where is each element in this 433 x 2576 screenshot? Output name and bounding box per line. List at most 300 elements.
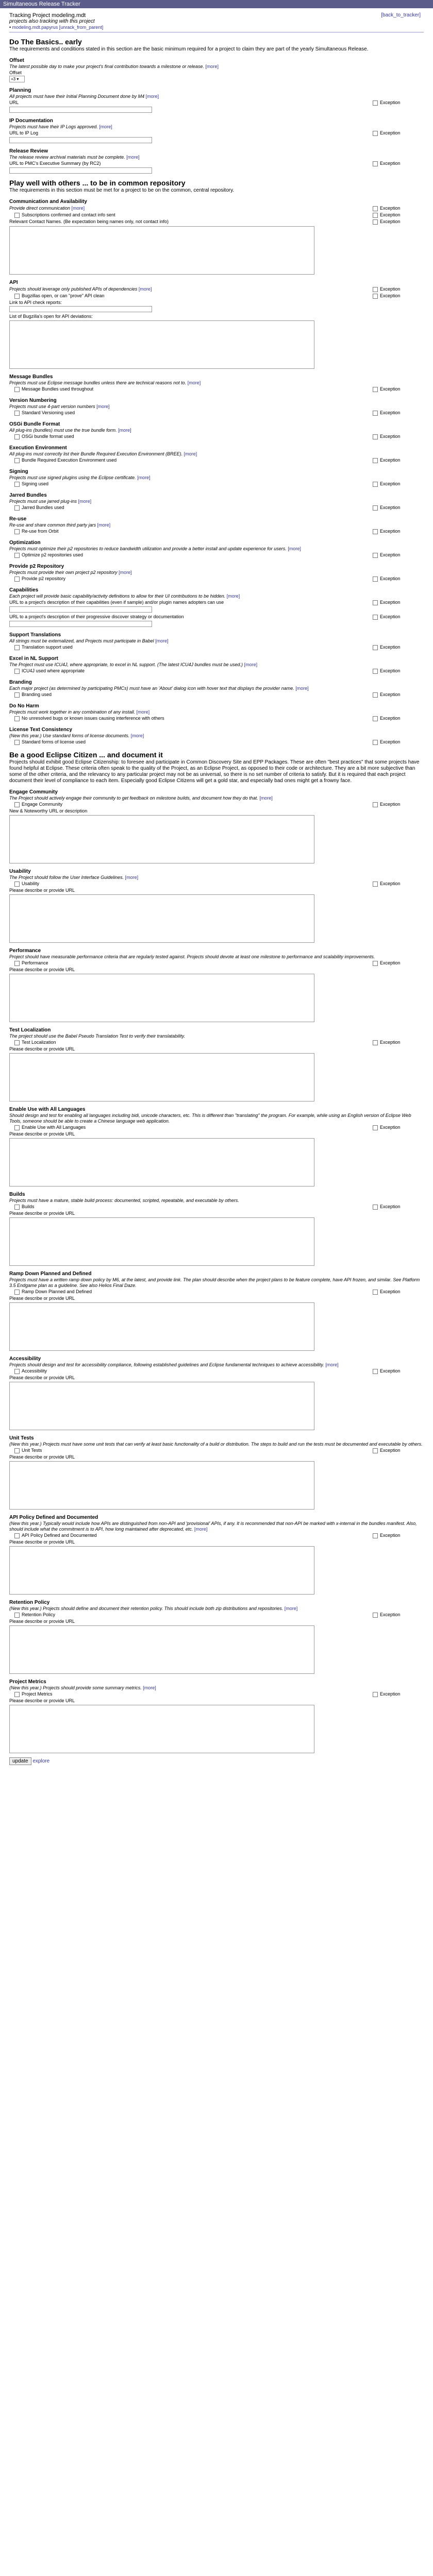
ip-log-url-input[interactable]	[9, 137, 152, 143]
exception-toggle[interactable]: Exception	[373, 1289, 401, 1295]
citizen-criterion	[9, 1027, 424, 1101]
planning-item	[9, 88, 424, 113]
exception-toggle[interactable]: Exception	[373, 715, 401, 722]
citizen-check-label: Enable Use with All Languages	[22, 1125, 86, 1130]
exception-toggle[interactable]: Exception	[373, 410, 401, 416]
tracker-page	[9, 12, 424, 1765]
citizen-check-row	[9, 960, 424, 967]
exception-checkbox[interactable]	[373, 1369, 378, 1374]
exception-toggle[interactable]: Exception	[373, 739, 401, 745]
exception-toggle[interactable]: Exception	[373, 614, 401, 620]
exception-toggle[interactable]: Exception	[373, 130, 401, 137]
citizen-intro: Projects should exhibit good Eclipse Citizenship: to foresee and participate in Common Discovery Site and EPP Packages. These are often "best practices" that some projects have found helpful at Eclipse. These criteria often speak to the quality of the Project, as an Eclipse Project, as opposed to their code or architecture. They are a bit more subjective than some of the other criteria, and the relevancy to any particular project may not be as universal, so there is no set number of criteria to satisfy. But it is required that each project document their level of compliance to each item. Especially good Eclipse Citizens will get a gold star, and especially bad ones might get a frowny face.	[9, 759, 420, 784]
criterion-desc: All plug-ins must correctly list their Bundle Required Execution Environment (BREE). [more]	[9, 451, 197, 456]
citizen-check-label: Project Metrics	[22, 1691, 53, 1697]
page-title: Tracking Project modeling.mdt	[9, 12, 86, 19]
exception-toggle[interactable]: Exception	[373, 599, 401, 606]
exception-checkbox[interactable]	[373, 1205, 378, 1210]
exception-toggle[interactable]: Exception	[373, 286, 401, 293]
more-link[interactable]: [more]	[187, 380, 201, 385]
criterion-item	[9, 656, 424, 674]
more-link[interactable]: [more]	[194, 1527, 208, 1532]
criterion-title: Re-use	[9, 516, 27, 522]
release-review-title: Release Review	[9, 148, 48, 154]
criterion-check-label: Branding used	[22, 692, 52, 697]
citizen-field-label: Please describe or provide URL	[9, 1131, 75, 1137]
citizen-criterion-title: Engage Community	[9, 789, 58, 795]
api-bugzillas-label: List of Bugzilla's open for API deviations:	[9, 314, 93, 319]
planning-desc: All projects must have their Initial Planning Document done by M4 [more]	[9, 94, 159, 99]
more-link[interactable]: [more]	[284, 1606, 298, 1611]
exception-checkbox[interactable]	[373, 213, 378, 218]
criterion-checkbox[interactable]	[14, 434, 20, 439]
exception-checkbox[interactable]	[373, 600, 378, 605]
citizen-criterion-desc: Projects must have a mature, stable build process: documented, scripted, repeatable, and executable by others.	[9, 1198, 239, 1203]
more-link[interactable]: [more]	[97, 522, 111, 528]
citizen-criterion-desc: (New this year.) Projects should define and document their retention policy. This should include both zip distributions and repositories. [more]	[9, 1606, 298, 1611]
play-simple-items	[9, 374, 424, 582]
criterion-title: Jarred Bundles	[9, 493, 47, 498]
play-heading: Play well with others ... to be in common repository	[9, 179, 186, 187]
citizen-check-label: API Policy Defined and Documented	[22, 1533, 97, 1538]
api-clean-checkbox[interactable]	[14, 294, 20, 299]
criterion-title: Do No Harm	[9, 703, 39, 709]
citizen-field-textarea[interactable]	[9, 1382, 314, 1430]
exception-toggle[interactable]: Exception	[373, 212, 401, 218]
citizen-criterion-desc: The Project should follow the User Interface Guidelines. [more]	[9, 875, 139, 880]
criterion-item	[9, 564, 424, 582]
citizen-field-textarea[interactable]	[9, 1625, 314, 1674]
exception-checkbox[interactable]	[373, 740, 378, 745]
api-check-row	[9, 293, 424, 299]
release-review-desc: The release review archival materials must be complete. [more]	[9, 155, 140, 160]
exception-toggle[interactable]: Exception	[373, 1532, 401, 1539]
criterion-desc: Projects must optimize their p2 repositories to reduce bandwidth utilization and provide a better install and update experience for users. [more]	[9, 546, 301, 551]
citizen-criterion-desc: Projects should design and test for accessibility compliance, following established guidelines and Eclipse fundamental techniques to achieve accessibility. [more]	[9, 1362, 339, 1367]
citizen-criterion-desc: (New this year.) Projects must have some unit tests that can verify at least basic functionality of a build or distribution. The steps to build and run the tests must be documented and executable by others.	[9, 1442, 423, 1447]
criterion-check-row	[9, 691, 424, 698]
criterion-check-label: Message Bundles used throughout	[22, 386, 94, 392]
citizen-field-textarea[interactable]	[9, 894, 314, 943]
citizen-heading: Be a good Eclipse Citizen ... and document it	[9, 751, 163, 759]
criterion-checkbox[interactable]	[14, 482, 20, 487]
criterion-desc: Each major project (as determined by participating PMCs) must have an 'About' dialog icon with hover text that displays the provider name. [more]	[9, 686, 309, 691]
citizen-criterion-title: Test Localization	[9, 1027, 51, 1033]
criterion-item	[9, 727, 424, 745]
release-review-field-row	[9, 160, 424, 167]
criterion-check-label: Signing used	[22, 481, 49, 486]
criterion-check-row	[9, 481, 424, 487]
citizen-field-textarea[interactable]	[9, 1138, 314, 1187]
exception-toggle[interactable]: Exception	[373, 433, 401, 440]
play-simple-items-2	[9, 632, 424, 745]
exception-checkbox[interactable]	[373, 716, 378, 721]
explore-link[interactable]: explore	[32, 1758, 50, 1764]
exception-toggle[interactable]: Exception	[373, 205, 401, 212]
exception-toggle[interactable]: Exception	[373, 1039, 401, 1046]
offset-item	[9, 58, 424, 82]
exception-toggle[interactable]: Exception	[373, 99, 401, 106]
planning-title: Planning	[9, 88, 31, 93]
citizen-checkbox[interactable]	[14, 1125, 20, 1130]
criterion-item	[9, 421, 424, 440]
citizen-field-label: Please describe or provide URL	[9, 1539, 75, 1545]
criterion-checkbox[interactable]	[14, 505, 20, 511]
citizen-check-row	[9, 1447, 424, 1454]
criterion-item	[9, 398, 424, 416]
more-link[interactable]: [more]	[244, 662, 258, 667]
citizen-check-row	[9, 1124, 424, 1131]
criterion-check-row	[9, 739, 424, 745]
exception-checkbox[interactable]	[373, 294, 378, 299]
offset-title: Offset	[9, 58, 24, 63]
capabilities-field2-label: URL to a project's description of their progressive discover strategy or documentation	[9, 614, 184, 619]
criterion-desc: Projects must use Eclipse message bundles unless there are technical reasons not to. [more]	[9, 380, 201, 385]
exception-toggle[interactable]: Exception	[373, 504, 401, 511]
exception-checkbox[interactable]	[373, 411, 378, 416]
criterion-desc: (New this year.) Use standard forms of license documents. [more]	[9, 733, 144, 738]
citizen-check-label: Ramp Down Planned and Defined	[22, 1289, 92, 1294]
exception-checkbox[interactable]	[373, 219, 378, 225]
criterion-desc: Projects must use 4-part version numbers [more]	[9, 404, 110, 409]
api-reports-input[interactable]	[9, 306, 152, 312]
capabilities-field1-label: URL to a project's description of their capabilities (even if sample) and/or plugin names adopters can use	[9, 600, 224, 605]
citizen-criterion-title: API Policy Defined and Documented	[9, 1515, 98, 1520]
exception-toggle[interactable]: Exception	[373, 386, 401, 393]
citizen-field-label: Please describe or provide URL	[9, 1211, 75, 1216]
criterion-item	[9, 493, 424, 511]
criterion-check-row	[9, 504, 424, 511]
exception-checkbox[interactable]	[373, 505, 378, 511]
citizen-criterion-desc: Should design and test for enabling all languages including bidi, unicode characters, etc. This is different than "translating" the program. For example, while using an English version of Eclipse Web Tools, someone should be able to create a Chinese language web application.	[9, 1113, 411, 1124]
exception-toggle[interactable]: Exception	[373, 1204, 401, 1210]
citizen-criterion	[9, 1515, 424, 1595]
criterion-check-label: ICU4J used where appropriate	[22, 668, 85, 673]
more-link[interactable]: [more]	[71, 206, 85, 211]
criterion-desc: Re-use and share common third party jars [more]	[9, 522, 111, 528]
citizen-checkbox[interactable]	[14, 1040, 20, 1045]
more-link[interactable]: [more]	[205, 64, 219, 69]
planning-field-label: URL	[9, 100, 19, 105]
citizen-criterion	[9, 869, 424, 943]
criterion-desc: Projects must work together in any combination of any install. [more]	[9, 709, 150, 715]
capabilities-item	[9, 587, 424, 627]
exception-checkbox[interactable]	[373, 577, 378, 582]
more-link[interactable]: [more]	[126, 155, 140, 160]
citizen-criterion-title: Retention Policy	[9, 1600, 50, 1605]
citizen-check-row	[9, 1039, 424, 1046]
exception-toggle[interactable]: Exception	[373, 481, 401, 487]
back-to-tracker-link[interactable]: [back_to_tracker]	[381, 12, 421, 18]
api-desc: Projects should leverage only published APIs of dependencies [more]	[9, 286, 152, 292]
exception-toggle[interactable]: Exception	[373, 457, 401, 464]
criterion-checkbox[interactable]	[14, 387, 20, 392]
communication-desc-row	[9, 205, 424, 212]
citizen-check-row	[9, 880, 424, 887]
exception-toggle[interactable]: Exception	[373, 160, 401, 167]
exception-checkbox[interactable]	[373, 645, 378, 650]
capabilities-title: Capabilities	[9, 587, 39, 593]
exception-checkbox[interactable]	[373, 669, 378, 674]
exception-toggle[interactable]: Exception	[373, 1691, 401, 1698]
criterion-checkbox[interactable]	[14, 577, 20, 582]
criterion-check-row	[9, 668, 424, 674]
citizen-field-textarea[interactable]	[9, 1053, 314, 1101]
criterion-check-label: Translation support used	[22, 645, 73, 650]
more-link[interactable]: [more]	[184, 451, 197, 456]
release-review-field-label: URL to PMC's Executive Summary (by RC2)	[9, 161, 101, 166]
ip-field-label: URL to IP Log	[9, 130, 39, 135]
exception-checkbox[interactable]	[373, 131, 378, 136]
ip-desc: Projects must have their IP Logs approved. [more]	[9, 124, 112, 129]
exception-toggle[interactable]: Exception	[373, 691, 401, 698]
subscriptions-checkbox[interactable]	[14, 213, 20, 218]
ip-item	[9, 118, 424, 143]
citizen-checkbox[interactable]	[14, 961, 20, 966]
offset-select[interactable]: +3 ▾	[9, 76, 25, 82]
exception-checkbox[interactable]	[373, 802, 378, 807]
citizen-field-label: Please describe or provide URL	[9, 1619, 75, 1624]
exception-checkbox[interactable]	[373, 287, 378, 292]
exception-checkbox[interactable]	[373, 1125, 378, 1130]
exception-checkbox[interactable]	[373, 529, 378, 534]
citizen-check-row	[9, 1289, 424, 1295]
criterion-check-row	[9, 410, 424, 416]
api-clean-label: Bugzillas open, or can "prove" API clean	[22, 293, 105, 298]
exception-toggle[interactable]: Exception	[373, 528, 401, 535]
criterion-checkbox[interactable]	[14, 529, 20, 534]
basics-heading: Do The Basics.. early	[9, 38, 82, 46]
discovery-url-input[interactable]	[9, 621, 152, 627]
communication-item	[9, 199, 424, 275]
exception-checkbox[interactable]	[373, 692, 378, 698]
citizen-items	[9, 789, 424, 1753]
citizen-criterion-desc: (New this year.) Typically would include how APIs are distinguished from non-API and 'provisional' APIs, if any. It is recommended that non-API be marked with x-internal in the bundles manifest. Also, should include what the commitment is to API, how long maintained after deprecated, etc. [more]	[9, 1521, 417, 1532]
criterion-checkbox[interactable]	[14, 716, 20, 721]
exception-toggle[interactable]: Exception	[373, 1447, 401, 1454]
criterion-check-label: Provide p2 repository	[22, 576, 66, 581]
more-link[interactable]: [more]	[226, 594, 240, 599]
citizen-checkbox[interactable]	[14, 802, 20, 807]
citizen-criterion-desc: The Project should actively engage their community to get feedback on milestone builds, and document how they do that. [more]	[9, 795, 273, 801]
more-link[interactable]: [more]	[259, 795, 273, 801]
citizen-criterion	[9, 1271, 424, 1351]
capabilities-desc: Each project will provide basic capability/activity definitions to allow for their UI contributions to be hidden. [more]	[9, 594, 240, 599]
criterion-item	[9, 632, 424, 651]
exception-checkbox[interactable]	[373, 1040, 378, 1045]
citizen-checkbox[interactable]	[14, 1448, 20, 1453]
exception-toggle[interactable]: Exception	[373, 801, 401, 808]
exception-checkbox[interactable]	[373, 1290, 378, 1295]
criterion-check-label: Jarred Bundles used	[22, 505, 64, 510]
criterion-checkbox[interactable]	[14, 458, 20, 463]
planning-url-input[interactable]	[9, 107, 152, 113]
more-link[interactable]: [more]	[118, 428, 131, 433]
more-link[interactable]: [more]	[137, 475, 151, 480]
exception-toggle[interactable]: Exception	[373, 644, 401, 651]
citizen-checkbox[interactable]	[14, 882, 20, 887]
citizen-criterion-desc: Project should have measurable performance criteria that are regularly tested against. Projects should devote at least one milestone to performance and scalability improvements.	[9, 954, 375, 959]
citizen-field-textarea[interactable]	[9, 1302, 314, 1351]
criterion-checkbox[interactable]	[14, 411, 20, 416]
citizen-checkbox[interactable]	[14, 1613, 20, 1618]
citizen-check-label: Unit Tests	[22, 1448, 42, 1453]
api-reports-label: Link to API check reports:	[9, 300, 62, 305]
api-bugzillas-textarea[interactable]	[9, 320, 314, 369]
criterion-title: License Text Consistency	[9, 727, 73, 733]
api-title: API	[9, 280, 18, 285]
citizen-checkbox[interactable]	[14, 1290, 20, 1295]
criterion-desc: Projects must use jarred plug-ins [more]	[9, 499, 92, 504]
more-link[interactable]: [more]	[138, 286, 152, 292]
more-link[interactable]: [more]	[119, 570, 132, 575]
exception-toggle[interactable]: Exception	[373, 1368, 401, 1375]
criterion-check-row	[9, 575, 424, 582]
communication-check-row	[9, 212, 424, 218]
exception-toggle[interactable]: Exception	[373, 880, 401, 887]
citizen-field-textarea[interactable]	[9, 1461, 314, 1510]
citizen-criterion-title: Accessibility	[9, 1356, 41, 1362]
more-link[interactable]: [more]	[155, 638, 169, 643]
criterion-checkbox[interactable]	[14, 645, 20, 650]
criterion-checkbox[interactable]	[14, 669, 20, 674]
more-link[interactable]: [more]	[99, 124, 112, 129]
more-link[interactable]: [more]	[145, 94, 159, 99]
citizen-field-textarea[interactable]	[9, 974, 314, 1022]
exception-checkbox[interactable]	[373, 206, 378, 211]
exception-toggle[interactable]: Exception	[373, 552, 401, 558]
exception-checkbox[interactable]	[373, 100, 378, 106]
more-link[interactable]: [more]	[295, 686, 309, 691]
citizen-check-row	[9, 801, 424, 808]
exception-checkbox[interactable]	[373, 1533, 378, 1538]
citizen-criterion-title: Enable Use with All Languages	[9, 1107, 86, 1112]
more-link[interactable]: [more]	[136, 709, 150, 715]
exception-checkbox[interactable]	[373, 387, 378, 392]
citizen-criterion	[9, 1600, 424, 1674]
exception-checkbox[interactable]	[373, 1692, 378, 1697]
criterion-checkbox[interactable]	[14, 740, 20, 745]
contact-names-label: Relevant Contact Names. (Be expectation being names only, not contact info)	[9, 219, 169, 224]
criterion-title: OSGi Bundle Format	[9, 421, 60, 427]
exception-checkbox[interactable]	[373, 1448, 378, 1453]
sub-project-link[interactable]: modeling.mdt.papyrus [unrack_from_parent]	[12, 25, 104, 30]
communication-field-row	[9, 218, 424, 225]
criterion-title: Provide p2 Repository	[9, 564, 64, 569]
citizen-field-label: Please describe or provide URL	[9, 967, 75, 972]
criterion-item	[9, 445, 424, 464]
citizen-field-textarea[interactable]	[9, 815, 314, 863]
citizen-checkbox[interactable]	[14, 1205, 20, 1210]
exception-toggle[interactable]: Exception	[373, 668, 401, 674]
exception-checkbox[interactable]	[373, 882, 378, 887]
criterion-check-label: No unresolved bugs or known issues causing interference with others	[22, 716, 164, 721]
more-link[interactable]: [more]	[78, 499, 92, 504]
citizen-criterion-title: Project Metrics	[9, 1679, 46, 1685]
criterion-title: Excel in NL Support	[9, 656, 58, 662]
citizen-criterion	[9, 1107, 424, 1187]
criterion-desc: All strings must be externalized, and Projects must participate in Babel [more]	[9, 638, 169, 643]
exception-toggle[interactable]: Exception	[373, 575, 401, 582]
citizen-criterion-desc: The project should use the Babel Pseudo Translation Test to verify their translatability.	[9, 1033, 186, 1039]
exception-checkbox[interactable]	[373, 553, 378, 558]
more-link[interactable]: [more]	[130, 733, 144, 738]
citizen-field-label: Please describe or provide URL	[9, 1698, 75, 1703]
capabilities-url-input[interactable]	[9, 606, 152, 613]
exception-toggle[interactable]: Exception	[373, 293, 401, 299]
criterion-check-label: Standard Versioning used	[22, 410, 75, 415]
criterion-checkbox[interactable]	[14, 553, 20, 558]
exception-toggle[interactable]: Exception	[373, 1612, 401, 1618]
citizen-check-row	[9, 1612, 424, 1618]
citizen-check-label: Retention Policy	[22, 1612, 56, 1617]
citizen-field-label: Please describe or provide URL	[9, 888, 75, 893]
criterion-desc: Projects must use signed plugins using the Eclipse certificate. [more]	[9, 475, 151, 480]
exception-toggle[interactable]: Exception	[373, 960, 401, 967]
exception-checkbox[interactable]	[373, 1613, 378, 1618]
criterion-item	[9, 516, 424, 535]
criterion-item	[9, 469, 424, 487]
more-link[interactable]: [more]	[125, 875, 139, 880]
criterion-checkbox[interactable]	[14, 692, 20, 698]
citizen-field-label: Please describe or provide URL	[9, 1375, 75, 1380]
criterion-desc: The Project must use ICU4J, where appropriate, to excel in NL support. (The latest ICU4J bundles must be used.) [more]	[9, 662, 258, 667]
citizen-check-label: Usability	[22, 881, 40, 886]
release-review-url-input[interactable]	[9, 167, 152, 174]
criterion-check-label: Optimize p2 repositories used	[22, 552, 84, 557]
criterion-item	[9, 540, 424, 558]
citizen-field-label: Please describe or provide URL	[9, 1454, 75, 1460]
ip-field-row	[9, 130, 424, 137]
citizen-check-row	[9, 1532, 424, 1539]
more-link[interactable]: [more]	[325, 1362, 339, 1367]
citizen-field-textarea[interactable]	[9, 1217, 314, 1266]
citizen-field-label: Please describe or provide URL	[9, 1296, 75, 1301]
criterion-check-label: Bundle Required Execution Environment used	[22, 457, 117, 463]
exception-checkbox[interactable]	[373, 434, 378, 439]
criterion-item	[9, 374, 424, 393]
citizen-checkbox[interactable]	[14, 1533, 20, 1538]
citizen-check-label: Accessibility	[22, 1368, 47, 1374]
exception-checkbox[interactable]	[373, 615, 378, 620]
citizen-field-textarea[interactable]	[9, 1705, 314, 1753]
exception-checkbox[interactable]	[373, 482, 378, 487]
exception-checkbox[interactable]	[373, 458, 378, 463]
citizen-checkbox[interactable]	[14, 1692, 20, 1697]
offset-desc: The latest possible day to make your project's final contribution towards a milestone or release. [more]	[9, 64, 219, 69]
more-link[interactable]: [more]	[288, 546, 301, 551]
page-subtitle: projects also tracking with this project	[9, 19, 95, 24]
citizen-checkbox[interactable]	[14, 1369, 20, 1374]
more-link[interactable]: [more]	[96, 404, 110, 409]
citizen-field-textarea[interactable]	[9, 1546, 314, 1595]
citizen-check-label: Test Localization	[22, 1040, 56, 1045]
exception-checkbox[interactable]	[373, 161, 378, 166]
criterion-check-row	[9, 433, 424, 440]
criterion-check-row	[9, 457, 424, 464]
exception-checkbox[interactable]	[373, 961, 378, 966]
exception-toggle[interactable]: Exception	[373, 1124, 401, 1131]
citizen-criterion	[9, 1356, 424, 1430]
more-link[interactable]: [more]	[143, 1685, 156, 1690]
page-header	[9, 12, 424, 32]
criterion-title: Support Translations	[9, 632, 61, 638]
contact-names-textarea[interactable]	[9, 226, 314, 275]
update-button[interactable]: update	[9, 1757, 31, 1765]
bullet-icon: •	[9, 25, 11, 30]
exception-toggle[interactable]: Exception	[373, 218, 401, 225]
criterion-desc: Projects must provide their own project p2 repository [more]	[9, 570, 132, 575]
